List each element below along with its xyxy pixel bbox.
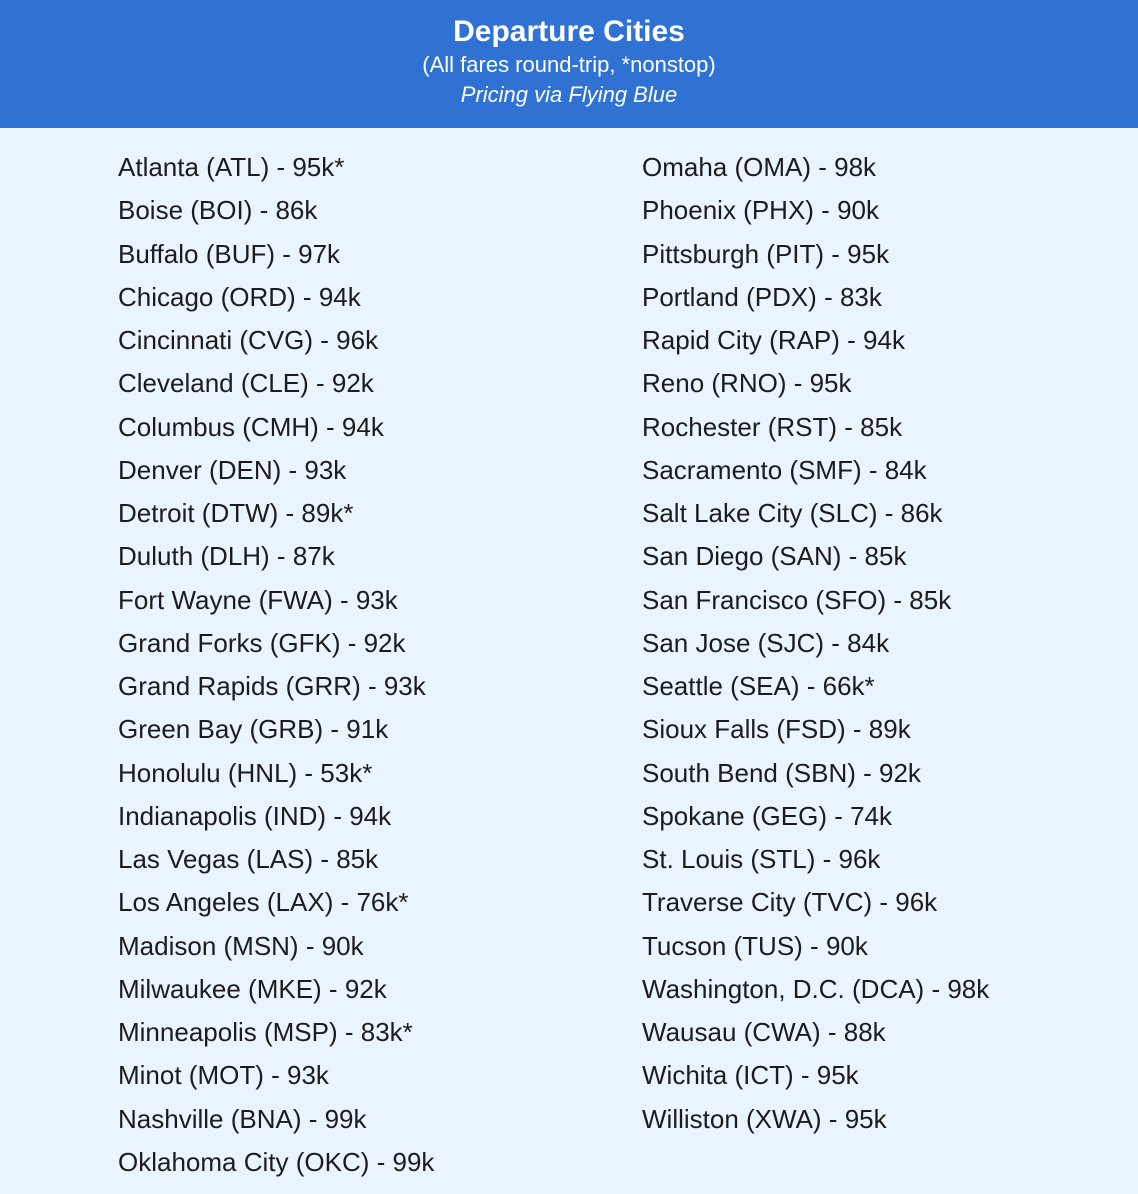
city-fare-item: Seattle (SEA) - 66k* bbox=[642, 671, 875, 701]
city-fare-item: Spokane (GEG) - 74k bbox=[642, 800, 892, 831]
city-fare-item: Pittsburgh (PIT) - 95k bbox=[642, 238, 890, 269]
city-fare-item: Denver (DEN) - 93k bbox=[118, 454, 347, 485]
city-fare-item: Sioux Falls (FSD) - 89k bbox=[642, 714, 911, 745]
city-fare-item: Wausau (CWA) - 88k bbox=[642, 1017, 886, 1047]
city-fare-item: Las Vegas (LAS) - 85k bbox=[118, 844, 379, 874]
city-fare-item: Milwaukee (MKE) - 92k bbox=[118, 973, 387, 1004]
city-fare-item: San Diego (SAN) - 85k bbox=[642, 541, 907, 572]
city-fare-item: Sacramento (SMF) - 84k bbox=[642, 454, 927, 485]
city-fare-item: Chicago (ORD) - 94k bbox=[118, 281, 361, 312]
city-fare-item: Cleveland (CLE) - 92k bbox=[118, 368, 374, 399]
header-banner bbox=[0, 0, 1138, 128]
city-fare-item: Minot (MOT) - 93k bbox=[118, 1060, 329, 1091]
city-fare-item: Rapid City (RAP) - 94k bbox=[642, 325, 905, 355]
city-fare-item: South Bend (SBN) - 92k bbox=[642, 757, 921, 788]
city-fare-item: Grand Forks (GFK) - 92k bbox=[118, 627, 406, 658]
city-fare-item: Atlanta (ATL) - 95k* bbox=[118, 152, 345, 182]
city-fare-item: San Francisco (SFO) - 85k bbox=[642, 584, 952, 615]
pricing-credit: Pricing via Flying Blue bbox=[460, 82, 678, 107]
city-fare-item: Salt Lake City (SLC) - 86k bbox=[642, 498, 943, 528]
city-fare-item: Columbus (CMH) - 94k bbox=[118, 411, 384, 442]
city-fare-item: Buffalo (BUF) - 97k bbox=[118, 238, 341, 269]
city-fare-item: Wichita (ICT) - 95k bbox=[642, 1060, 859, 1091]
city-fare-item: Boise (BOI) - 86k bbox=[118, 195, 318, 226]
city-fare-item: Los Angeles (LAX) - 76k* bbox=[118, 887, 409, 918]
city-fare-item: Fort Wayne (FWA) - 93k bbox=[118, 584, 398, 615]
city-fare-item: Portland (PDX) - 83k bbox=[642, 281, 882, 312]
city-fare-item: Green Bay (GRB) - 91k bbox=[118, 714, 389, 745]
city-fare-item: San Jose (SJC) - 84k bbox=[642, 627, 890, 658]
city-list-right bbox=[642, 146, 989, 1141]
page-title: Departure Cities bbox=[453, 15, 685, 48]
city-fare-item: Tucson (TUS) - 90k bbox=[642, 930, 868, 961]
city-fare-item: Cincinnati (CVG) - 96k bbox=[118, 325, 379, 355]
city-fare-item: Oklahoma City (OKC) - 99k bbox=[118, 1146, 435, 1177]
city-fare-item: Detroit (DTW) - 89k* bbox=[118, 498, 354, 528]
city-fare-item: Washington, D.C. (DCA) - 98k bbox=[642, 973, 990, 1004]
city-fare-item: Grand Rapids (GRR) - 93k bbox=[118, 671, 426, 701]
city-fare-item: Minneapolis (MSP) - 83k* bbox=[118, 1017, 413, 1047]
city-fare-item: Phoenix (PHX) - 90k bbox=[642, 195, 879, 226]
city-list-left bbox=[118, 146, 434, 1184]
city-fare-item: Honolulu (HNL) - 53k* bbox=[118, 757, 373, 788]
city-fare-item: Madison (MSN) - 90k bbox=[118, 930, 364, 961]
city-fare-item: St. Louis (STL) - 96k bbox=[642, 844, 881, 874]
city-fare-item: Traverse City (TVC) - 96k bbox=[642, 887, 938, 918]
city-fare-item: Nashville (BNA) - 99k bbox=[118, 1103, 367, 1134]
city-fare-item: Rochester (RST) - 85k bbox=[642, 411, 903, 442]
city-fare-item: Omaha (OMA) - 98k bbox=[642, 152, 877, 182]
city-fare-item: Reno (RNO) - 95k bbox=[642, 368, 852, 399]
city-fare-item: Indianapolis (IND) - 94k bbox=[118, 800, 392, 831]
page-subtitle: (All fares round-trip, *nonstop) bbox=[422, 52, 716, 77]
city-fare-item: Duluth (DLH) - 87k bbox=[118, 541, 335, 572]
city-fare-item: Williston (XWA) - 95k bbox=[642, 1103, 887, 1134]
